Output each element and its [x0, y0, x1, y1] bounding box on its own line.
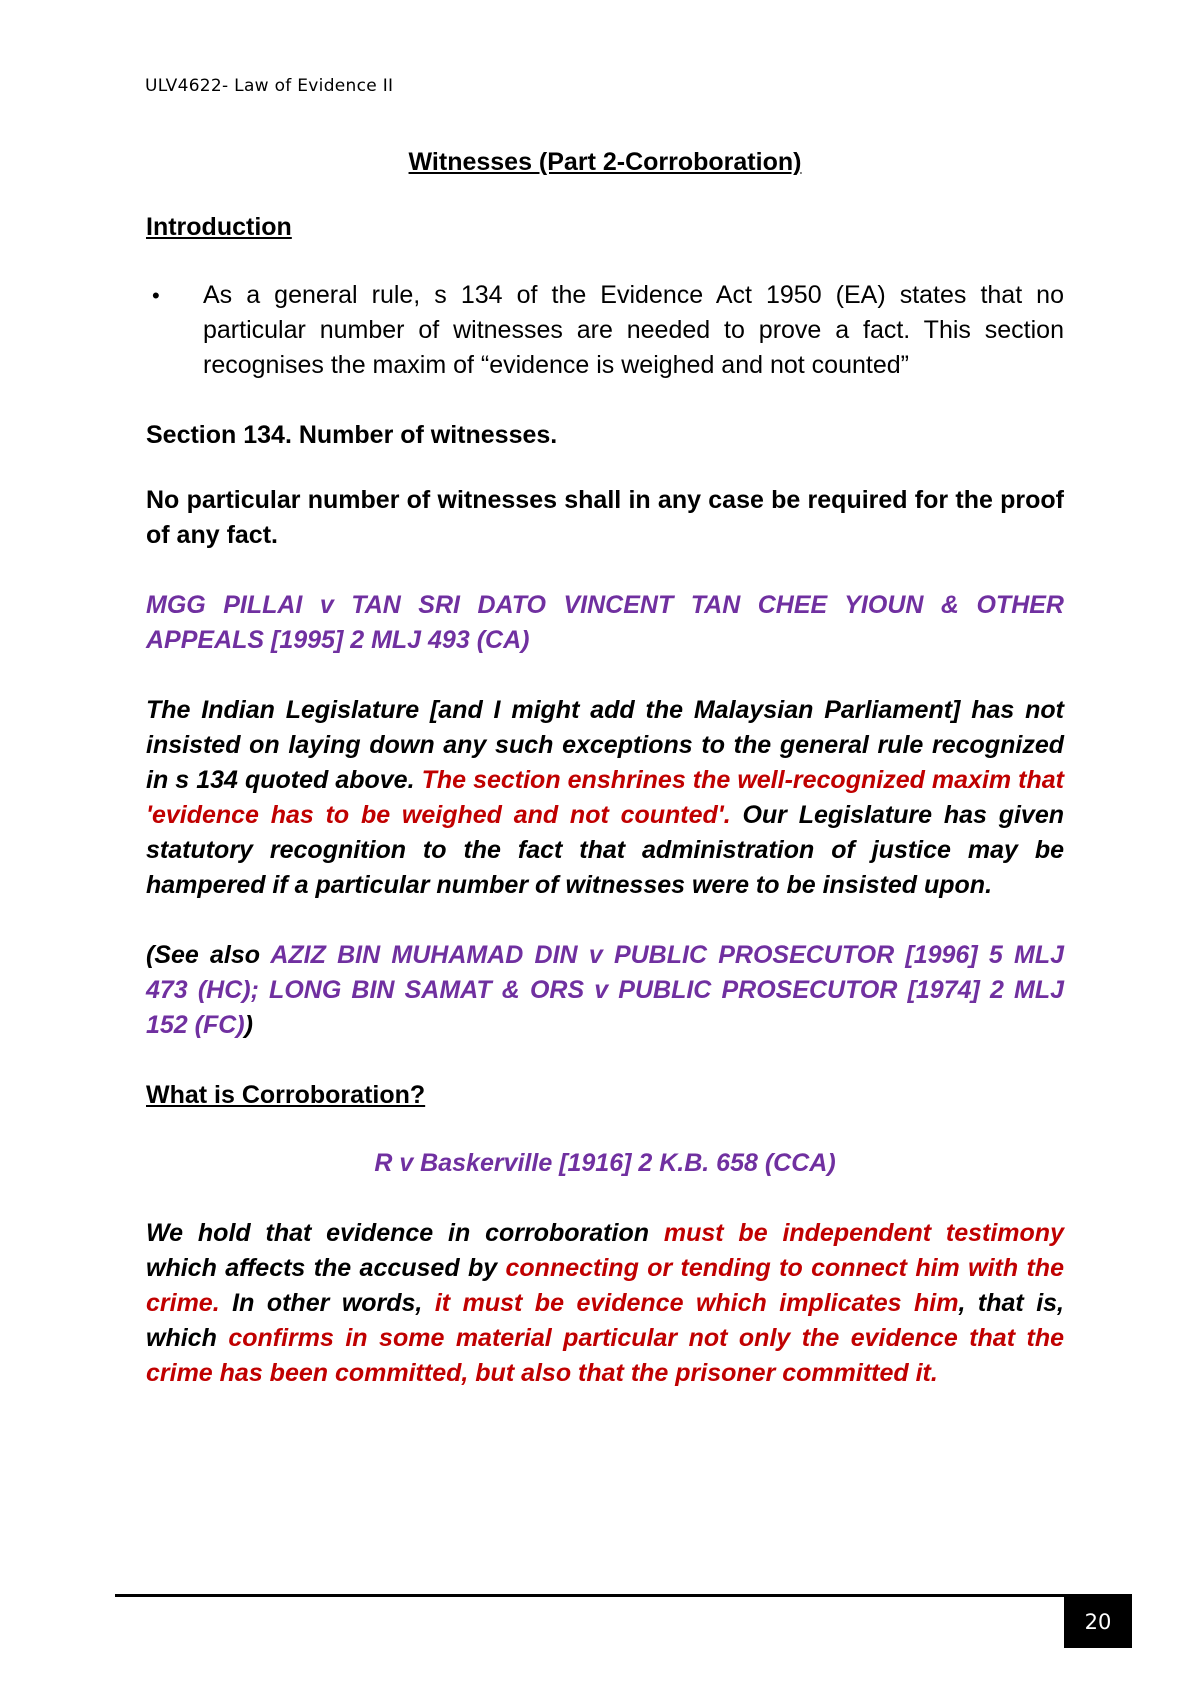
see-also-cases: AZIZ BIN MUHAMAD DIN v PUBLIC PROSECUTOR [1996] 5 MLJ 473 (HC); LONG BIN SAMAT & ORS v PUBLIC PROSECUTOR [1974] 2 MLJ 152 (FC)	[146, 941, 1065, 1039]
see-also-close: )	[244, 1011, 253, 1039]
quote-emphasis: must be independent testimony	[663, 1219, 1064, 1247]
bullet-icon: •	[152, 283, 160, 308]
see-also-note	[146, 938, 1064, 1043]
case-citation-mgg-pillai: MGG PILLAI v TAN SRI DATO VINCENT TAN CHEE YIOUN & OTHER APPEALS [1995] 2 MLJ 493 (CA)	[146, 591, 1064, 654]
case-title-baskerville: R v Baskerville [1916] 2 K.B. 658 (CCA)	[374, 1149, 836, 1177]
quote-emphasis: confirms in some material particular not only the evidence that the crime has been committed, but also that the prisoner committed it.	[146, 1324, 1064, 1387]
footer-rule	[115, 1594, 1132, 1597]
corroboration-heading: What is Corroboration?	[146, 1081, 426, 1109]
case-quote-baskerville	[146, 1216, 1064, 1391]
case-quote-mgg-pillai	[146, 693, 1064, 903]
quote-text: Our Legislature has given statutory recognition to the fact that administration of justice may be hampered if a particular number of witnesses were to be insisted upon.	[146, 801, 1064, 899]
quote-emphasis: it must be evidence which implicates him	[434, 1289, 959, 1317]
intro-bullet-text: As a general rule, s 134 of the Evidence Act 1950 (EA) states that no particular number of witnesses are needed to prove a fact. This section recognises the maxim of “evidence is weighed and not counted”	[203, 281, 1064, 379]
page-title: Witnesses (Part 2-Corroboration)	[408, 148, 802, 176]
quote-text: We hold that evidence in corroboration	[146, 1219, 664, 1247]
quote-text: In other words,	[219, 1289, 435, 1317]
section-heading: Section 134. Number of witnesses.	[146, 421, 558, 449]
page-number: 20	[1064, 1596, 1132, 1648]
page-header: ULV4622- Law of Evidence II	[145, 76, 394, 96]
quote-text: The Indian Legislature [and I might add the Malaysian Parliament] has not insisted on laying down any such exceptions to the general rule recognized in s 134 quoted above.	[146, 696, 1064, 794]
quote-text: which affects the accused by	[146, 1254, 506, 1282]
section-text: No particular number of witnesses shall in any case be required for the proof of any fact.	[146, 486, 1064, 549]
see-also-open: (See also	[146, 941, 271, 969]
quote-emphasis: connecting or tending to connect him with the crime.	[146, 1254, 1064, 1317]
intro-bullet	[146, 278, 1064, 383]
intro-heading: Introduction	[146, 213, 292, 241]
quote-emphasis: The section enshrines the well-recognized maxim that 'evidence has to be weighed and not counted'.	[146, 766, 1064, 829]
quote-text: , that is, which	[146, 1289, 1064, 1352]
page-body	[146, 145, 1064, 1426]
